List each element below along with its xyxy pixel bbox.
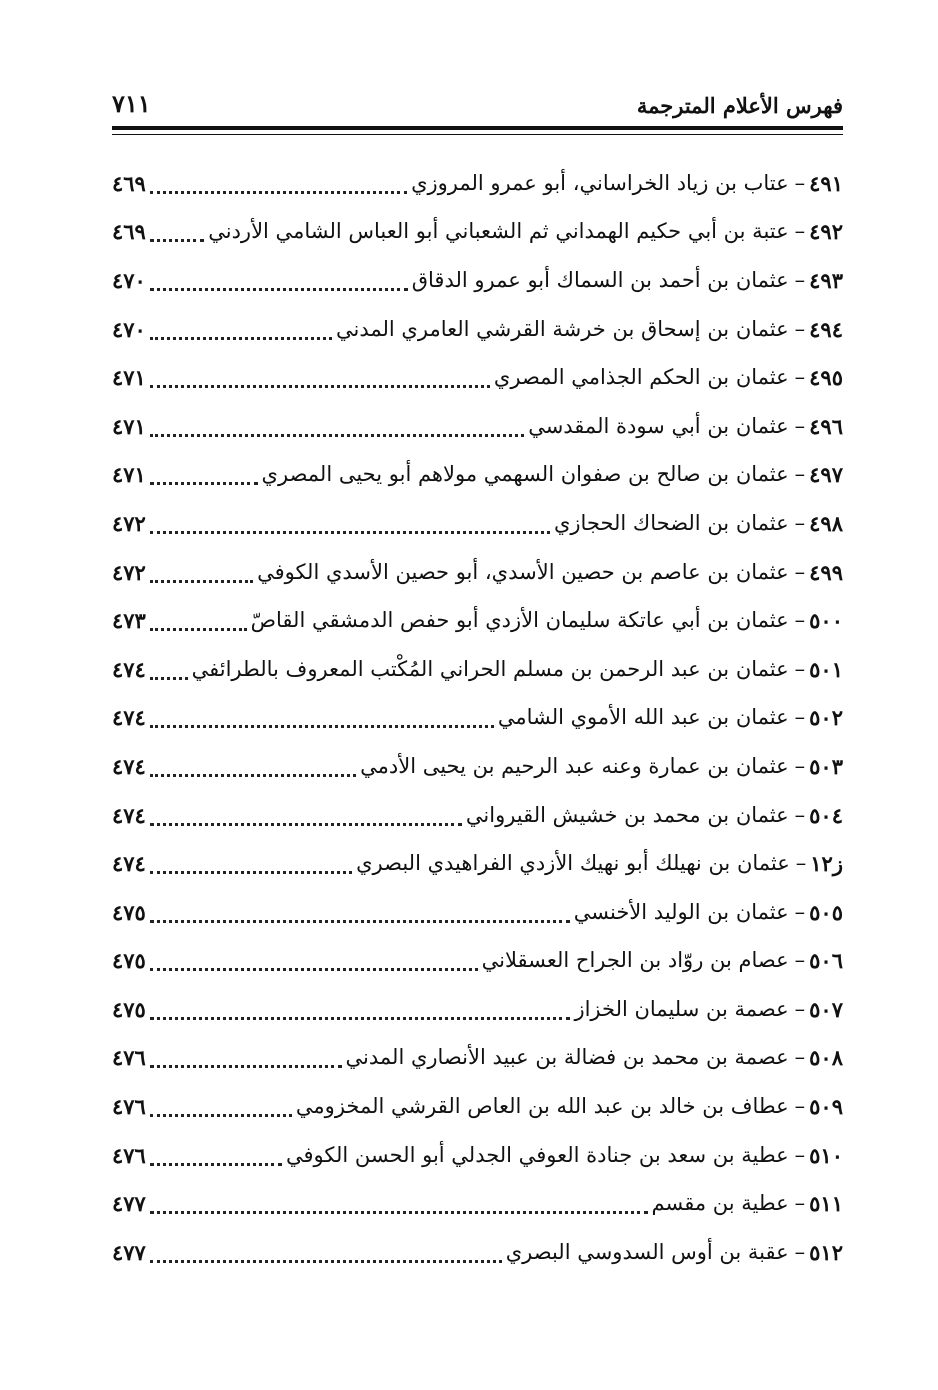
entry-dash: – [794, 705, 806, 730]
entry-name: عثمان بن عبد الله الأموي الشامي [497, 705, 789, 730]
index-entry [112, 839, 843, 888]
index-entry [112, 1179, 843, 1228]
entry-dash: – [794, 802, 806, 827]
entry-page-number: ٤٧٠ [112, 267, 146, 293]
entry-name: عثمان بن الحكم الجذامي المصري [493, 365, 789, 390]
entry-dash: – [794, 996, 806, 1021]
entry-dash: – [794, 219, 806, 244]
entry-number: ٥١١ [809, 1191, 843, 1217]
index-entry [112, 1034, 843, 1083]
entry-number: ٤٩٧ [809, 462, 843, 488]
entry-page-number: ٤٧٧ [112, 1191, 146, 1217]
entry-name: عثمان بن الوليد الأخنسي [573, 899, 789, 924]
entry-name: عصمة بن محمد بن فضالة بن عبيد الأنصاري المدني [345, 1045, 789, 1070]
entry-name: عتبة بن أبي حكيم الهمداني ثم الشعباني أبو العباس الشامي الأردني [208, 219, 789, 244]
dot-leader [150, 173, 407, 194]
entry-page-number: ٤٧٠ [112, 316, 146, 342]
index-entry [112, 208, 843, 257]
index-entry [112, 353, 843, 402]
dot-leader [150, 1193, 648, 1214]
entry-page-number: ٤٧٢ [112, 510, 146, 536]
entry-page-number: ٤٧٥ [112, 996, 146, 1022]
entry-page-number: ٤٧٥ [112, 899, 146, 925]
entry-page-number: ٤٧٢ [112, 559, 146, 585]
entry-number: ٤٩٣ [809, 267, 843, 293]
entry-dash: – [794, 656, 806, 681]
index-entry [112, 645, 843, 694]
dot-leader [150, 999, 571, 1020]
entry-name: عثمان بن أحمد بن السماك أبو عمرو الدقاق [411, 267, 789, 292]
index-entry [112, 402, 843, 451]
entry-page-number: ٤٦٩ [112, 170, 146, 196]
entry-number: ٤٩٦ [809, 413, 843, 439]
entry-number: ٥٠٠ [809, 608, 843, 634]
entry-number: ٥٠٧ [809, 996, 843, 1022]
entry-page-number: ٤٧١ [112, 462, 146, 488]
entry-name: عثمان بن محمد بن خشيش القيرواني [465, 802, 789, 827]
entry-number: ٤٩١ [809, 170, 843, 196]
entry-name: عصمة بن سليمان الخزاز [574, 996, 789, 1021]
entry-name: عطاف بن خالد بن عبد الله بن العاص القرشي المخزومي [295, 1094, 789, 1119]
index-entry [112, 305, 843, 354]
entry-dash: – [794, 510, 806, 535]
dot-leader [150, 562, 253, 583]
entry-name: عثمان بن أبي عاتكة سليمان الأزدي أبو حفص الدمشقي القاصّ [250, 608, 789, 633]
entry-page-number: ٤٧٣ [112, 608, 146, 634]
dot-leader [150, 1145, 282, 1166]
entry-dash: – [794, 1239, 806, 1264]
dot-leader [150, 1242, 502, 1263]
dot-leader [150, 950, 478, 971]
entry-name: عطية بن مقسم [651, 1191, 789, 1216]
entry-name: عقبة بن أوس السدوسي البصري [505, 1239, 789, 1264]
dot-leader [150, 221, 204, 242]
entry-number: ٥١٢ [809, 1239, 843, 1265]
index-entry [112, 159, 843, 208]
entry-number: ٥٠٢ [809, 705, 843, 731]
entry-number: ٤٩٥ [809, 365, 843, 391]
entry-number: ٥٠٦ [809, 948, 843, 974]
index-entry [112, 742, 843, 791]
index-entry [112, 451, 843, 500]
dot-leader [150, 707, 494, 728]
index-entry [112, 791, 843, 840]
entry-number: ٥٠٥ [809, 899, 843, 925]
entry-dash: – [794, 753, 806, 778]
index-entry [112, 937, 843, 986]
entry-dash: – [794, 1045, 806, 1070]
entry-dash: – [794, 559, 806, 584]
entry-name: عثمان بن صالح بن صفوان السهمي مولاهم أبو يحيى المصري [261, 462, 789, 487]
index-entry [112, 256, 843, 305]
entry-page-number: ٤٧٤ [112, 802, 146, 828]
entry-dash: – [794, 1142, 806, 1167]
index-entry [112, 1228, 843, 1277]
header-rule-thin [112, 134, 843, 135]
entry-number: ٤٩٩ [809, 559, 843, 585]
dot-leader [150, 853, 352, 874]
index-entry [112, 596, 843, 645]
entry-number: ٥٠٣ [809, 753, 843, 779]
entry-page-number: ٤٧٦ [112, 1142, 146, 1168]
dot-leader [150, 367, 490, 388]
entry-number: ٥٠١ [809, 656, 843, 682]
entry-name: عثمان بن الضحاك الحجازي [553, 510, 789, 535]
entry-page-number: ٤٧٤ [112, 705, 146, 731]
entry-dash: – [794, 1094, 806, 1119]
entry-page-number: ٤٧٦ [112, 1045, 146, 1071]
entry-number: ٤٩٤ [809, 316, 843, 342]
dot-leader [150, 319, 332, 340]
entry-name: عثمان بن أبي سودة المقدسي [528, 413, 789, 438]
entry-page-number: ٤٧٥ [112, 948, 146, 974]
index-entry [112, 985, 843, 1034]
entry-page-number: ٤٧٤ [112, 753, 146, 779]
entry-dash: – [794, 413, 806, 438]
dot-leader [150, 464, 258, 485]
entry-dash: – [794, 365, 806, 390]
entry-name: عثمان بن عاصم بن حصين الأسدي، أبو حصين الأسدي الكوفي [257, 559, 789, 584]
entry-dash: – [794, 1191, 806, 1216]
entry-number: ز١٢ [810, 851, 843, 877]
dot-leader [150, 1047, 342, 1068]
page-number: ٧١١ [112, 89, 151, 118]
entry-dash: – [794, 267, 806, 292]
entry-page-number: ٤٧٤ [112, 656, 146, 682]
entry-page-number: ٤٧١ [112, 365, 146, 391]
page-header [112, 82, 843, 118]
entry-name: عثمان بن عبد الرحمن بن مسلم الحراني المُكْتب المعروف بالطرائفي [191, 656, 789, 681]
index-entry [112, 1082, 843, 1131]
entry-page-number: ٤٧٧ [112, 1239, 146, 1265]
index-entry [112, 1131, 843, 1180]
dot-leader [150, 805, 462, 826]
dot-leader [150, 1096, 292, 1117]
entry-dash: – [795, 851, 807, 876]
entry-number: ٤٩٨ [809, 510, 843, 536]
entry-name: عصام بن روّاد بن الجراح العسقلاني [481, 948, 789, 973]
entry-dash: – [794, 948, 806, 973]
header-rule-thick [112, 126, 843, 130]
index-entries [112, 159, 843, 1277]
entry-number: ٥١٠ [809, 1142, 843, 1168]
entry-number: ٥٠٩ [809, 1094, 843, 1120]
index-entry [112, 888, 843, 937]
dot-leader [150, 902, 570, 923]
entry-number: ٥٠٤ [809, 802, 843, 828]
index-entry [112, 499, 843, 548]
entry-dash: – [794, 316, 806, 341]
dot-leader [150, 416, 524, 437]
entry-number: ٥٠٨ [809, 1045, 843, 1071]
entry-name: عثمان بن نهيلك أبو نهيك الأزدي الفراهيدي البصري [356, 851, 790, 876]
entry-page-number: ٤٧٦ [112, 1094, 146, 1120]
index-entry [112, 548, 843, 597]
entry-dash: – [794, 608, 806, 633]
dot-leader [150, 513, 550, 534]
page-title: فهرس الأعلام المترجمة [636, 93, 843, 118]
entry-dash: – [794, 899, 806, 924]
index-entry [112, 694, 843, 743]
entry-dash: – [794, 170, 806, 195]
entry-page-number: ٤٧٤ [112, 851, 146, 877]
entry-name: عثمان بن إسحاق بن خرشة القرشي العامري المدني [336, 316, 789, 341]
entry-page-number: ٤٦٩ [112, 219, 146, 245]
entry-number: ٤٩٢ [809, 219, 843, 245]
dot-leader [150, 270, 408, 291]
entry-page-number: ٤٧١ [112, 413, 146, 439]
entry-name: عطية بن سعد بن جنادة العوفي الجدلي أبو الحسن الكوفي [286, 1142, 789, 1167]
entry-name: عتاب بن زياد الخراساني، أبو عمرو المروزي [411, 170, 789, 195]
dot-leader [150, 659, 188, 680]
dot-leader [150, 610, 247, 631]
dot-leader [150, 756, 356, 777]
entry-dash: – [794, 462, 806, 487]
entry-name: عثمان بن عمارة وعنه عبد الرحيم بن يحيى الأدمي [360, 753, 789, 778]
